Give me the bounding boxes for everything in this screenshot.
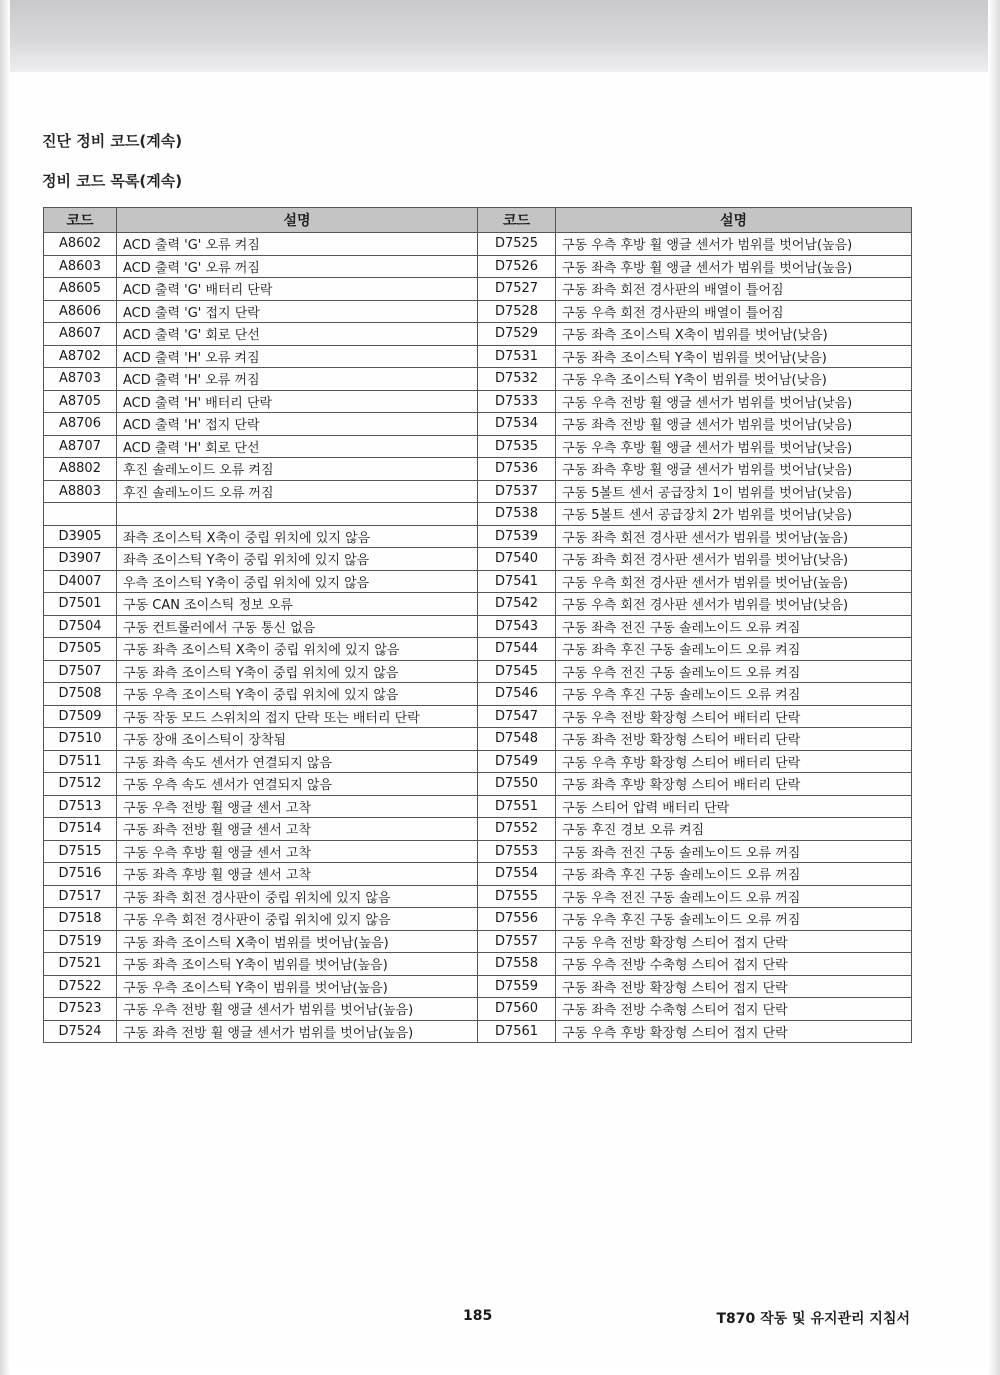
code-cell: D7548 <box>478 728 556 751</box>
description-cell: 구동 좌측 전진 구동 솔레노이드 오류 꺼짐 <box>556 840 912 863</box>
description-cell: 구동 좌측 속도 센서가 연결되지 않음 <box>117 750 478 773</box>
description-cell: 구동 좌측 전방 휠 앵글 센서 고착 <box>117 818 478 841</box>
code-cell: D7517 <box>44 885 117 908</box>
code-cell: D7521 <box>44 953 117 976</box>
description-cell <box>117 503 478 526</box>
description-cell: 구동 우측 회전 경사판 센서가 범위를 벗어남(낮음) <box>556 593 912 616</box>
code-cell: D7515 <box>44 840 117 863</box>
code-cell <box>44 503 117 526</box>
description-cell: 구동 우측 후방 확장형 스티어 배터리 단락 <box>556 750 912 773</box>
description-cell: 구동 우측 전방 확장형 스티어 접지 단락 <box>556 930 912 953</box>
code-cell: D7527 <box>478 278 556 301</box>
scan-right-shadow <box>988 0 1000 1375</box>
description-cell: 구동 좌측 조이스틱 X축이 범위를 벗어남(낮음) <box>556 323 912 346</box>
description-cell: 구동 좌측 후진 구동 솔레노이드 오류 꺼짐 <box>556 863 912 886</box>
table-header-row <box>44 208 912 233</box>
code-cell: D7523 <box>44 998 117 1021</box>
description-cell: 구동 좌측 전방 확장형 스티어 접지 단락 <box>556 975 912 998</box>
description-cell: 후진 솔레노이드 오류 꺼짐 <box>117 480 478 503</box>
description-cell: ACD 출력 'H' 배터리 단락 <box>117 390 478 413</box>
code-cell: D7539 <box>478 525 556 548</box>
code-cell: D7531 <box>478 345 556 368</box>
code-cell: D7538 <box>478 503 556 526</box>
code-cell: A8605 <box>44 278 117 301</box>
code-cell: D7524 <box>44 1020 117 1043</box>
code-cell: D7557 <box>478 930 556 953</box>
table-row <box>44 728 912 751</box>
description-cell: 구동 우측 후진 구동 솔레노이드 오류 꺼짐 <box>556 908 912 931</box>
code-cell: D7518 <box>44 908 117 931</box>
description-cell: 구동 5볼트 센서 공급장치 2가 범위를 벗어남(낮음) <box>556 503 912 526</box>
description-cell: 구동 장애 조이스틱이 장착됨 <box>117 728 478 751</box>
code-cell: A8602 <box>44 233 117 256</box>
header-code-left: 코드 <box>44 208 117 233</box>
description-cell: 구동 우측 조이스틱 Y축이 범위를 벗어남(높음) <box>117 975 478 998</box>
scan-top-shadow <box>0 0 1000 72</box>
table-row <box>44 255 912 278</box>
table-row <box>44 480 912 503</box>
table-row <box>44 863 912 886</box>
code-cell: A8802 <box>44 458 117 481</box>
code-cell: D7529 <box>478 323 556 346</box>
description-cell: 구동 좌측 전방 휠 앵글 센서가 범위를 벗어남(높음) <box>117 1020 478 1043</box>
description-cell: 구동 좌측 전진 구동 솔레노이드 오류 켜짐 <box>556 615 912 638</box>
code-cell: A8707 <box>44 435 117 458</box>
table-row <box>44 660 912 683</box>
code-cell: D7532 <box>478 368 556 391</box>
description-cell: 구동 좌측 전방 확장형 스티어 배터리 단락 <box>556 728 912 751</box>
table-row <box>44 1020 912 1043</box>
code-cell: D7513 <box>44 795 117 818</box>
maintenance-code-table <box>43 207 912 1043</box>
table-row <box>44 323 912 346</box>
code-cell: D7537 <box>478 480 556 503</box>
table-row <box>44 300 912 323</box>
description-cell: 우측 조이스틱 Y축이 중립 위치에 있지 않음 <box>117 570 478 593</box>
code-cell: D7501 <box>44 593 117 616</box>
description-cell: 구동 우측 전방 휠 앵글 센서 고착 <box>117 795 478 818</box>
description-cell: 구동 우측 조이스틱 Y축이 중립 위치에 있지 않음 <box>117 683 478 706</box>
table-row <box>44 885 912 908</box>
code-cell: D7555 <box>478 885 556 908</box>
code-cell: D7544 <box>478 638 556 661</box>
code-cell: A8702 <box>44 345 117 368</box>
code-cell: D7516 <box>44 863 117 886</box>
description-cell: 구동 좌측 조이스틱 Y축이 범위를 벗어남(낮음) <box>556 345 912 368</box>
code-cell: D7514 <box>44 818 117 841</box>
code-cell: D7504 <box>44 615 117 638</box>
table-row <box>44 570 912 593</box>
code-cell: D7526 <box>478 255 556 278</box>
code-cell: A8606 <box>44 300 117 323</box>
table-row <box>44 525 912 548</box>
table-row <box>44 908 912 931</box>
description-cell: 좌측 조이스틱 X축이 중립 위치에 있지 않음 <box>117 525 478 548</box>
code-cell: D7546 <box>478 683 556 706</box>
description-cell: ACD 출력 'H' 회로 단선 <box>117 435 478 458</box>
table-row <box>44 818 912 841</box>
code-cell: D7512 <box>44 773 117 796</box>
description-cell: 구동 좌측 후방 휠 앵글 센서가 범위를 벗어남(높음) <box>556 255 912 278</box>
description-cell: 구동 우측 속도 센서가 연결되지 않음 <box>117 773 478 796</box>
table-row <box>44 638 912 661</box>
description-cell: 구동 우측 전진 구동 솔레노이드 오류 켜짐 <box>556 660 912 683</box>
code-cell: D7540 <box>478 548 556 571</box>
section-heading: 진단 정비 코드(계속) <box>42 132 183 150</box>
code-cell: A8703 <box>44 368 117 391</box>
code-cell: D7553 <box>478 840 556 863</box>
code-cell: D7507 <box>44 660 117 683</box>
code-cell: D7554 <box>478 863 556 886</box>
table-row <box>44 458 912 481</box>
description-cell: ACD 출력 'G' 회로 단선 <box>117 323 478 346</box>
table-row <box>44 998 912 1021</box>
description-cell: 구동 스티어 압력 배터리 단락 <box>556 795 912 818</box>
description-cell: 구동 우측 후방 확장형 스티어 접지 단락 <box>556 1020 912 1043</box>
section-subheading: 정비 코드 목록(계속) <box>42 172 183 190</box>
description-cell: 구동 좌측 전방 휠 앵글 센서가 범위를 벗어남(낮음) <box>556 413 912 436</box>
table-row <box>44 548 912 571</box>
description-cell: 구동 좌측 조이스틱 X축이 범위를 벗어남(높음) <box>117 930 478 953</box>
table-body <box>44 233 912 1043</box>
code-cell: D7534 <box>478 413 556 436</box>
table-row <box>44 435 912 458</box>
description-cell: 구동 우측 회전 경사판의 배열이 틀어짐 <box>556 300 912 323</box>
code-cell: D7533 <box>478 390 556 413</box>
description-cell: ACD 출력 'G' 배터리 단락 <box>117 278 478 301</box>
page-number: 185 <box>463 1308 493 1324</box>
description-cell: 후진 솔레노이드 오류 켜짐 <box>117 458 478 481</box>
description-cell: 구동 CAN 조이스틱 정보 오류 <box>117 593 478 616</box>
table-row <box>44 233 912 256</box>
code-cell: D7541 <box>478 570 556 593</box>
table-row <box>44 773 912 796</box>
description-cell: 구동 좌측 후방 휠 앵글 센서가 범위를 벗어남(낮음) <box>556 458 912 481</box>
manual-title: T870 작동 및 유지관리 지침서 <box>716 1311 910 1327</box>
description-cell: 구동 작동 모드 스위치의 접지 단락 또는 배터리 단락 <box>117 705 478 728</box>
code-cell: D7550 <box>478 773 556 796</box>
description-cell: 구동 좌측 회전 경사판 센서가 범위를 벗어남(높음) <box>556 525 912 548</box>
description-cell: 구동 우측 후진 구동 솔레노이드 오류 켜짐 <box>556 683 912 706</box>
table-row <box>44 615 912 638</box>
code-cell: D7528 <box>478 300 556 323</box>
table-row <box>44 953 912 976</box>
description-cell: 구동 좌측 회전 경사판이 중립 위치에 있지 않음 <box>117 885 478 908</box>
table-row <box>44 368 912 391</box>
table-row <box>44 593 912 616</box>
description-cell: 구동 우측 회전 경사판이 중립 위치에 있지 않음 <box>117 908 478 931</box>
description-cell: 구동 좌측 후진 구동 솔레노이드 오류 켜짐 <box>556 638 912 661</box>
description-cell: 구동 후진 경보 오류 켜짐 <box>556 818 912 841</box>
description-cell: 구동 5볼트 센서 공급장치 1이 범위를 벗어남(낮음) <box>556 480 912 503</box>
description-cell: 구동 좌측 후방 확장형 스티어 배터리 단락 <box>556 773 912 796</box>
table-row <box>44 750 912 773</box>
code-cell: D7552 <box>478 818 556 841</box>
code-cell: D7509 <box>44 705 117 728</box>
table-row <box>44 503 912 526</box>
description-cell: ACD 출력 'G' 오류 꺼짐 <box>117 255 478 278</box>
code-cell: D7547 <box>478 705 556 728</box>
description-cell: ACD 출력 'H' 접지 단락 <box>117 413 478 436</box>
code-cell: D7542 <box>478 593 556 616</box>
table-row <box>44 930 912 953</box>
description-cell: 구동 컨트롤러에서 구동 통신 없음 <box>117 615 478 638</box>
header-code-right: 코드 <box>478 208 556 233</box>
code-cell: D7558 <box>478 953 556 976</box>
description-cell: 구동 우측 후방 휠 앵글 센서가 범위를 벗어남(높음) <box>556 233 912 256</box>
code-cell: D7525 <box>478 233 556 256</box>
description-cell: 구동 우측 전방 수축형 스티어 접지 단락 <box>556 953 912 976</box>
table-row <box>44 413 912 436</box>
description-cell: 구동 우측 전진 구동 솔레노이드 오류 꺼짐 <box>556 885 912 908</box>
description-cell: 구동 우측 전방 확장형 스티어 배터리 단락 <box>556 705 912 728</box>
description-cell: ACD 출력 'H' 오류 켜짐 <box>117 345 478 368</box>
code-cell: D7536 <box>478 458 556 481</box>
description-cell: 구동 우측 조이스틱 Y축이 범위를 벗어남(낮음) <box>556 368 912 391</box>
header-desc-right: 설명 <box>556 208 912 233</box>
description-cell: 구동 좌측 후방 휠 앵글 센서 고착 <box>117 863 478 886</box>
description-cell: 구동 좌측 조이스틱 X축이 중립 위치에 있지 않음 <box>117 638 478 661</box>
description-cell: 구동 우측 후방 휠 앵글 센서 고착 <box>117 840 478 863</box>
code-cell: D7511 <box>44 750 117 773</box>
description-cell: 구동 좌측 회전 경사판의 배열이 틀어짐 <box>556 278 912 301</box>
code-cell: D3905 <box>44 525 117 548</box>
code-cell: D7535 <box>478 435 556 458</box>
code-cell: D7522 <box>44 975 117 998</box>
code-cell: D7549 <box>478 750 556 773</box>
code-cell: D7560 <box>478 998 556 1021</box>
description-cell: 구동 좌측 회전 경사판 센서가 범위를 벗어남(낮음) <box>556 548 912 571</box>
table-row <box>44 390 912 413</box>
table-row <box>44 683 912 706</box>
description-cell: 좌측 조이스틱 Y축이 중립 위치에 있지 않음 <box>117 548 478 571</box>
table-row <box>44 705 912 728</box>
code-cell: D7545 <box>478 660 556 683</box>
table-row <box>44 345 912 368</box>
description-cell: ACD 출력 'G' 오류 켜짐 <box>117 233 478 256</box>
table-row <box>44 795 912 818</box>
scan-left-shadow <box>0 0 10 1375</box>
code-cell: D7505 <box>44 638 117 661</box>
description-cell: 구동 좌측 전방 수축형 스티어 접지 단락 <box>556 998 912 1021</box>
description-cell: 구동 우측 후방 휠 앵글 센서가 범위를 벗어남(낮음) <box>556 435 912 458</box>
code-cell: A8803 <box>44 480 117 503</box>
code-cell: A8705 <box>44 390 117 413</box>
code-cell: D7508 <box>44 683 117 706</box>
description-cell: ACD 출력 'G' 접지 단락 <box>117 300 478 323</box>
table-row <box>44 278 912 301</box>
code-cell: A8706 <box>44 413 117 436</box>
table-row <box>44 975 912 998</box>
code-cell: D3907 <box>44 548 117 571</box>
code-cell: D7559 <box>478 975 556 998</box>
description-cell: ACD 출력 'H' 오류 꺼짐 <box>117 368 478 391</box>
code-cell: D7510 <box>44 728 117 751</box>
description-cell: 구동 우측 전방 휠 앵글 센서가 범위를 벗어남(높음) <box>117 998 478 1021</box>
code-cell: D7519 <box>44 930 117 953</box>
description-cell: 구동 좌측 조이스틱 Y축이 범위를 벗어남(높음) <box>117 953 478 976</box>
code-cell: D4007 <box>44 570 117 593</box>
table-row <box>44 840 912 863</box>
description-cell: 구동 우측 회전 경사판 센서가 범위를 벗어남(높음) <box>556 570 912 593</box>
header-desc-left: 설명 <box>117 208 478 233</box>
description-cell: 구동 우측 전방 휠 앵글 센서가 범위를 벗어남(낮음) <box>556 390 912 413</box>
description-cell: 구동 좌측 조이스틱 Y축이 중립 위치에 있지 않음 <box>117 660 478 683</box>
code-cell: A8603 <box>44 255 117 278</box>
code-cell: D7561 <box>478 1020 556 1043</box>
code-cell: D7551 <box>478 795 556 818</box>
code-cell: D7556 <box>478 908 556 931</box>
code-cell: A8607 <box>44 323 117 346</box>
code-cell: D7543 <box>478 615 556 638</box>
